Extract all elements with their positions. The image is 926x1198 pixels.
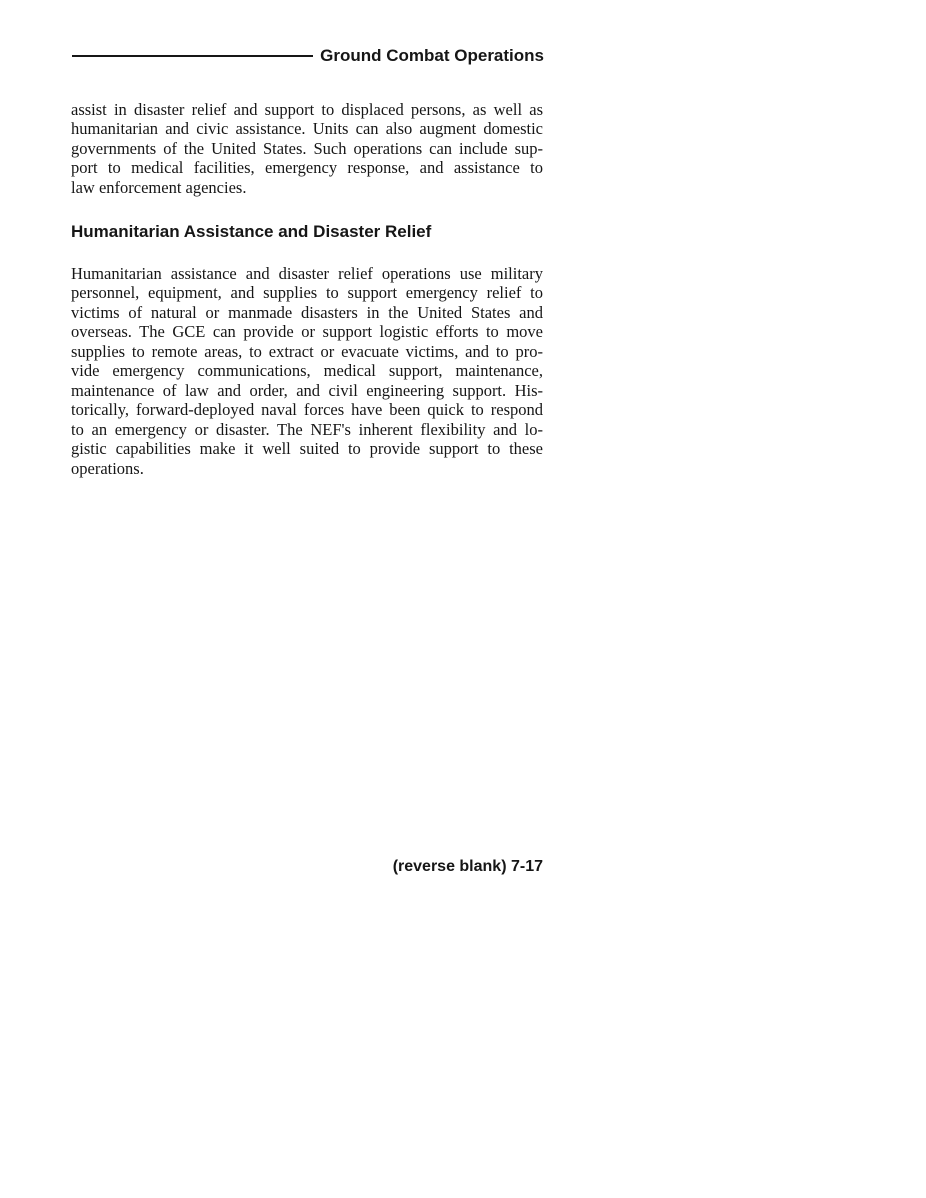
- text-line: to an emergency or disaster. The NEF's inherent flexibility and lo-: [71, 419, 543, 439]
- text-line: operations.: [71, 458, 144, 478]
- header-title: Ground Combat Operations: [320, 46, 544, 65]
- header-rule-line: [72, 55, 313, 57]
- text-line: Humanitarian assistance and disaster relief operations use military: [71, 264, 543, 283]
- text-line: personnel, equipment, and supplies to support emergency relief to: [71, 283, 543, 303]
- text-line: vide emergency communications, medical support, maintenance,: [71, 361, 543, 381]
- text-line: governments of the United States. Such operations can include sup-: [71, 138, 543, 158]
- text-line: supplies to remote areas, to extract or evacuate victims, and to pro-: [71, 341, 543, 361]
- text-line: assist in disaster relief and support to displaced persons, as well as: [71, 100, 543, 119]
- text-line: humanitarian and civic assistance. Units can also augment domestic: [71, 119, 543, 139]
- page-header: [72, 43, 544, 69]
- text-line: port to medical facilities, emergency response, and assistance to: [71, 158, 543, 178]
- page-number-footer: (reverse blank) 7-17: [392, 858, 543, 875]
- text-line: victims of natural or manmade disasters in the United States and: [71, 302, 543, 322]
- text-line: torically, forward-deployed naval forces have been quick to respond: [71, 400, 543, 420]
- text-line: overseas. The GCE can provide or support logistic efforts to move: [71, 322, 543, 342]
- paragraph-humanitarian-assistance: [71, 264, 543, 478]
- paragraph-intro: [71, 100, 543, 197]
- section-heading: Humanitarian Assistance and Disaster Relief: [71, 222, 432, 241]
- text-line: law enforcement agencies.: [71, 177, 247, 197]
- text-line: gistic capabilities make it well suited to provide support to these: [71, 439, 543, 459]
- text-line: maintenance of law and order, and civil engineering support. His-: [71, 380, 543, 400]
